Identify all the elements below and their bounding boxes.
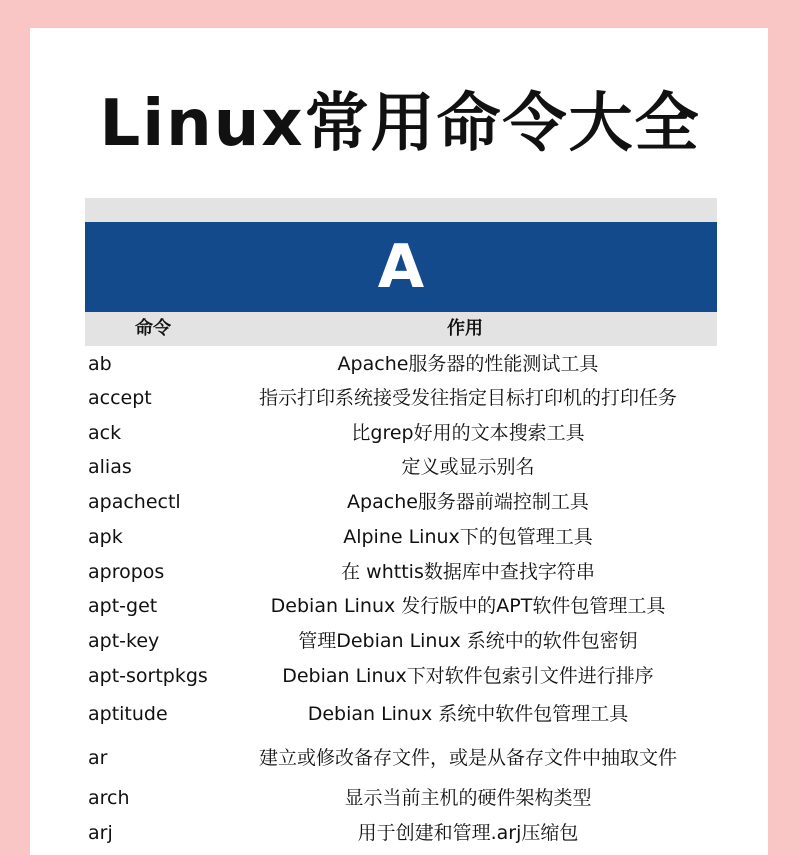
section-band-top: [85, 198, 717, 222]
command-description: Apache服务器前端控制工具: [347, 491, 589, 513]
table-row: [0, 590, 800, 622]
command-description: 在 whttis数据库中查找字符串: [341, 561, 595, 583]
command-description: 比grep好用的文本搜索工具: [351, 422, 585, 444]
table-row: [0, 451, 800, 483]
table-row: [0, 660, 800, 692]
table-header: [85, 312, 717, 346]
command-description: 管理Debian Linux 系统中的软件包密钥: [298, 630, 638, 652]
command-name: accept: [88, 387, 152, 409]
command-description: 用于创建和管理.arj压缩包: [357, 822, 579, 844]
table-row: [0, 817, 800, 849]
command-name: aptitude: [88, 703, 168, 725]
command-description: 显示当前主机的硬件架构类型: [344, 787, 592, 809]
command-description: Alpine Linux下的包管理工具: [343, 526, 593, 548]
table-row: [0, 698, 800, 730]
command-name: ack: [88, 422, 122, 444]
page-title: Linux常用命令大全: [99, 87, 701, 161]
table-row: [0, 348, 800, 380]
command-name: apt-key: [88, 630, 160, 652]
table-row: [0, 625, 800, 657]
command-description: Apache服务器的性能测试工具: [337, 353, 599, 375]
command-name: arch: [88, 787, 130, 809]
command-description: 定义或显示别名: [401, 456, 535, 478]
table-row: [0, 417, 800, 449]
command-description: 建立或修改备存文件，或是从备存文件中抽取文件: [258, 747, 677, 769]
command-name: apropos: [88, 561, 165, 583]
command-description: Debian Linux 系统中软件包管理工具: [307, 703, 629, 725]
table-row: [0, 556, 800, 588]
command-name: apt-sortpkgs: [88, 665, 208, 687]
table-row: [0, 782, 800, 814]
column-header-purpose: 作用: [447, 318, 483, 339]
section-letter: A: [85, 222, 717, 312]
command-name: apachectl: [88, 491, 181, 513]
command-name: apt-get: [88, 595, 158, 617]
table-row: [0, 742, 800, 774]
column-header-command: 命令: [135, 318, 171, 339]
table-row: [0, 486, 800, 518]
table-row: [0, 382, 800, 414]
command-name: arj: [88, 822, 113, 844]
command-description: 指示打印系统接受发往指定目标打印机的打印任务: [258, 387, 677, 409]
command-name: apk: [88, 526, 123, 548]
table-row: [0, 521, 800, 553]
command-name: alias: [88, 456, 132, 478]
command-description: Debian Linux 发行版中的APT软件包管理工具: [270, 595, 666, 617]
command-name: ar: [88, 747, 108, 769]
command-name: ab: [88, 353, 112, 375]
command-description: Debian Linux下对软件包索引文件进行排序: [282, 665, 654, 687]
